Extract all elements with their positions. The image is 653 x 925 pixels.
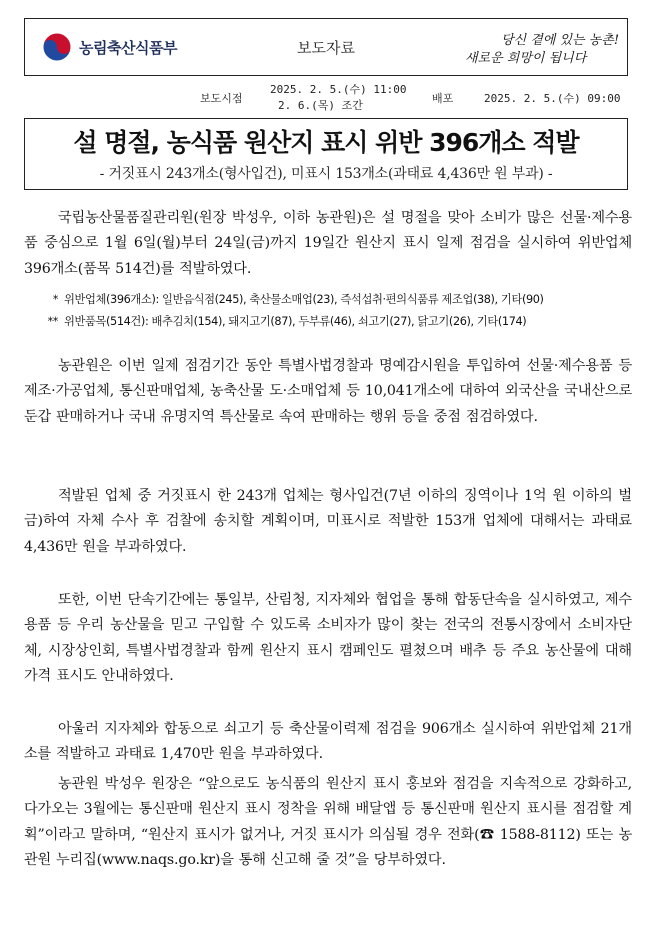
- footnote-2-text: 위반품목(514건): 배추김치(154), 돼지고기(87), 두부류(46), 쇠고기(27), 닭고기(26), 기타(174): [64, 315, 527, 328]
- release-time-line1: 2025. 2. 5.(수) 11:00: [270, 83, 407, 96]
- header-box: [24, 18, 628, 76]
- paragraph-5: 아울러 지자체와 합동으로 쇠고기 등 축산물이력제 점검을 906개소 실시하여 위반업체 21개소를 적발하고 과태료 1,470만 원을 부과하였다.: [24, 721, 632, 763]
- footnote-2: [24, 312, 632, 332]
- paragraph-6: 농관원 박성우 원장은 “앞으로도 농식품의 원산지 표시 홍보와 점검을 지속적으로 강화하고, 다가오는 3월에는 통신판매 원산지 표시 정착을 위해 배달앱 등 통신판매 원산지 표시를 점검할 계획”이라고 말하며, “원산지 표시가 없거나, 거짓 표시가 의심될 경우 전화(☎ 1588-8112) 또는 농관원 누리집(www.naqs.go.kr)을 통해 신고해 줄 것”을 당부하였다.: [24, 776, 632, 869]
- distribution-time: 2025. 2. 5.(수) 09:00: [484, 92, 621, 105]
- distribution-label: 배포: [432, 92, 454, 105]
- release-time-label: 보도시점: [200, 92, 243, 105]
- page-title: 설 명절, 농식품 원산지 표시 위반 396개소 적발: [73, 128, 579, 157]
- footnote-2-mark: **: [47, 315, 58, 328]
- title-box: [24, 118, 628, 190]
- ministry-name: 농림축산식품부: [79, 38, 177, 57]
- footnote-1-text: 위반업체(396개소): 일반음식점(245), 축산물소매업(23), 즉석섭취·편의식품류 제조업(38), 기타(90): [64, 293, 544, 306]
- paragraph-2: 농관원은 이번 일제 점검기간 동안 특별사법경찰과 명예감시원을 투입하여 선물·제수용품 등 제조·가공업체, 통신판매업체, 농축산물 도·소매업체 등 10,041개소에 대하여 외국산을 국내산으로 둔갑 판매하거나 국내 유명지역 특산물로 속여 판매하는 행위 등을 중점 점검하였다.: [24, 358, 632, 425]
- footnote-1: [24, 290, 632, 310]
- slogan: [465, 23, 620, 71]
- paragraph-1: 국립농산물품질관리원(원장 박성우, 이하 농관원)은 설 명절을 맞아 소비가 많은 선물·제수용품 중심으로 1월 6일(월)부터 24일(금)까지 19일간 원산지 표시 일제 점검을 실시하여 위반업체 396개소(품목 514건)를 적발하였다.: [24, 210, 632, 277]
- paragraph-3: 적발된 업체 중 거짓표시 한 243개 업체는 형사입건(7년 이하의 징역이나 1억 원 이하의 벌금)하여 자체 수사 후 검찰에 송치할 계획이며, 미표시로 적발한 153개 업체에 대해서는 과태료 4,436만 원을 부과하였다.: [24, 488, 632, 555]
- release-time-line2: 2. 6.(목) 조간: [278, 99, 363, 112]
- slogan-line1: 당신 곁에 있는 농촌!: [501, 33, 620, 48]
- doc-type: 보도자료: [297, 39, 355, 57]
- page-subtitle: - 거짓표시 243개소(형사입건), 미표시 153개소(과태료 4,436만 원 부과) -: [99, 166, 553, 182]
- slogan-line2: 새로운 희망이 됩니다: [465, 51, 587, 66]
- release-time: [270, 82, 406, 114]
- paragraph-4: 또한, 이번 단속기간에는 통일부, 산림청, 지자체와 협업을 통해 합동단속을 실시하였고, 제수용품 등 우리 농산물을 믿고 구입할 수 있도록 소비자가 많이 찾는 전국의 전통시장에서 소비자단체, 시장상인회, 특별사법경찰과 함께 원산지 표시 캠페인도 펼쳤으며 배추 등 주요 농산물에 대해 가격 표시도 안내하였다.: [24, 592, 632, 685]
- footnote-1-mark: *: [52, 293, 58, 306]
